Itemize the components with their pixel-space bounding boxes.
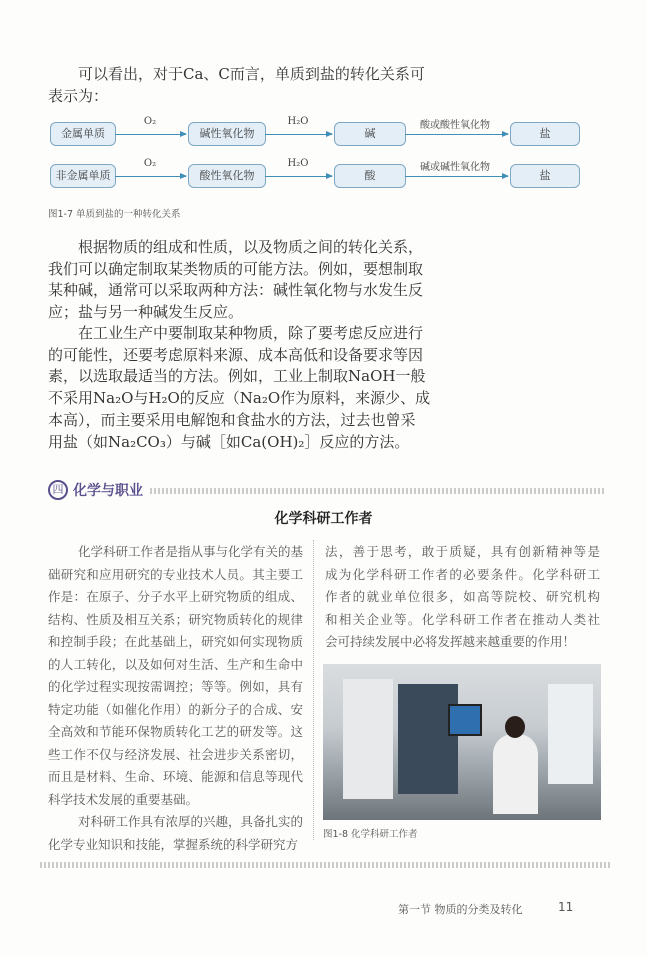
- text-line: 的化学过程实现按需调控；等等。例如，具有: [48, 679, 303, 694]
- text-line: 我们可以确定制取某类物质的可能方法。例如，要想制取: [48, 259, 424, 278]
- bottom-divider: [40, 862, 610, 868]
- footer-section: 第一节 物质的分类及转化: [398, 903, 523, 916]
- arrow-2: [265, 134, 332, 135]
- text-line: 全高效和节能环保物质转化工艺的研发等。这: [48, 724, 303, 739]
- label-o2: O₂: [143, 116, 157, 127]
- node-acidic-oxide: 酸性氧化物: [188, 164, 266, 188]
- text-line: 化学专业知识和技能，掌握系统的科学研究方: [48, 836, 299, 852]
- text-line: 会可持续发展中必将发挥越来越重要的作用！: [325, 634, 576, 649]
- text-line: 础研究和应用研究的专业技术人员。其主要工: [48, 566, 303, 582]
- text-line: 可以看出，对于Ca、C而言，单质到盐的转化关系可: [78, 65, 425, 83]
- column-divider: [313, 540, 314, 840]
- label-acid: 酸或酸性氧化物: [420, 120, 490, 131]
- figure-caption-1-7: 图1-7 单质到盐的一种转化关系: [48, 209, 181, 220]
- text-line: 和相关企业等。化学科研工作者在推动人类社: [325, 611, 600, 627]
- text-line: 用盐（如Na₂CO₃）与碱［如Ca(OH)₂］反应的方法。: [48, 432, 410, 451]
- text-line: 和控制手段；在此基础上，研究如何实现物质: [48, 634, 303, 649]
- node-base: 碱: [334, 122, 406, 146]
- text-line: 的人工转化，以及如何对生活、生产和生命中: [48, 656, 303, 672]
- node-salt-2: 盐: [510, 164, 580, 188]
- label-base: 碱或碱性氧化物: [420, 162, 490, 173]
- text-line: 表示为：: [48, 86, 109, 105]
- text-line: 而且是材料、生命、环境、能源和信息等现代: [48, 769, 303, 784]
- text-line: 成为化学科研工作者的必要条件。化学科研工: [325, 566, 600, 582]
- text-line: 素，以选取最适当的方法。例如，工业上制取NaOH一般: [48, 367, 426, 386]
- text-line: 特定功能（如催化作用）的新分子的合成、安: [48, 701, 303, 717]
- divider: [150, 488, 605, 494]
- page-number: 11: [558, 900, 574, 914]
- text-line: 应；盐与另一种碱发生反应。: [48, 303, 244, 322]
- node-salt-1: 盐: [510, 122, 580, 146]
- text-line: 结构、性质及相互关系；研究物质转化的规律: [48, 611, 303, 627]
- text-line: 本高），而主要采用电解饱和食盐水的方法，过去也曾采: [48, 410, 416, 429]
- text-line: 法，善于思考，敢于质疑，具有创新精神等是: [325, 544, 600, 559]
- text-line: 科学技术发展的重要基础。: [48, 791, 199, 807]
- section-label: 化学与职业: [73, 483, 143, 499]
- text-line: 作者的就业单位很多，如高等院校、研究机构: [325, 589, 600, 604]
- text-line: 化学科研工作者是指从事与化学有关的基: [78, 544, 304, 559]
- text-line: 的可能性，还要考虑原料来源、成本高低和设备要求等因: [48, 345, 424, 364]
- lab-photo: [323, 664, 601, 820]
- box-title: 化学科研工作者: [274, 511, 373, 527]
- arrow-4: [115, 176, 186, 177]
- arrow-5: [265, 176, 332, 177]
- section-badge-icon: 四: [48, 480, 68, 500]
- text-line: 根据物质的组成和性质，以及物质之间的转化关系，: [78, 238, 424, 256]
- arrow-1: [115, 134, 186, 135]
- arrow-3: [405, 134, 508, 135]
- text-line: 对科研工作具有浓厚的兴趣，具备扎实的: [78, 814, 304, 829]
- node-nonmetal: 非金属单质: [50, 164, 116, 188]
- node-metal: 金属单质: [50, 122, 116, 146]
- text-line: 在工业生产中要制取某种物质，除了要考虑反应进行: [78, 324, 424, 342]
- arrow-6: [405, 176, 508, 177]
- node-acid: 酸: [334, 164, 406, 188]
- label-h2o: H₂O: [287, 116, 309, 127]
- node-basic-oxide: 碱性氧化物: [188, 122, 266, 146]
- figure-caption-1-8: 图1-8 化学科研工作者: [323, 829, 418, 840]
- label-o2: O₂: [143, 158, 157, 169]
- text-line: 些工作不仅与经济发展、社会进步关系密切，: [48, 746, 303, 762]
- text-line: 作是：在原子、分子水平上研究物质的组成、: [48, 589, 303, 604]
- text-line: 不采用Na₂O与H₂O的反应（Na₂O作为原料，来源少、成: [48, 389, 431, 408]
- label-h2o: H₂O: [287, 158, 309, 169]
- text-line: 某种碱，通常可以采取两种方法：碱性氧化物与水发生反: [48, 281, 424, 300]
